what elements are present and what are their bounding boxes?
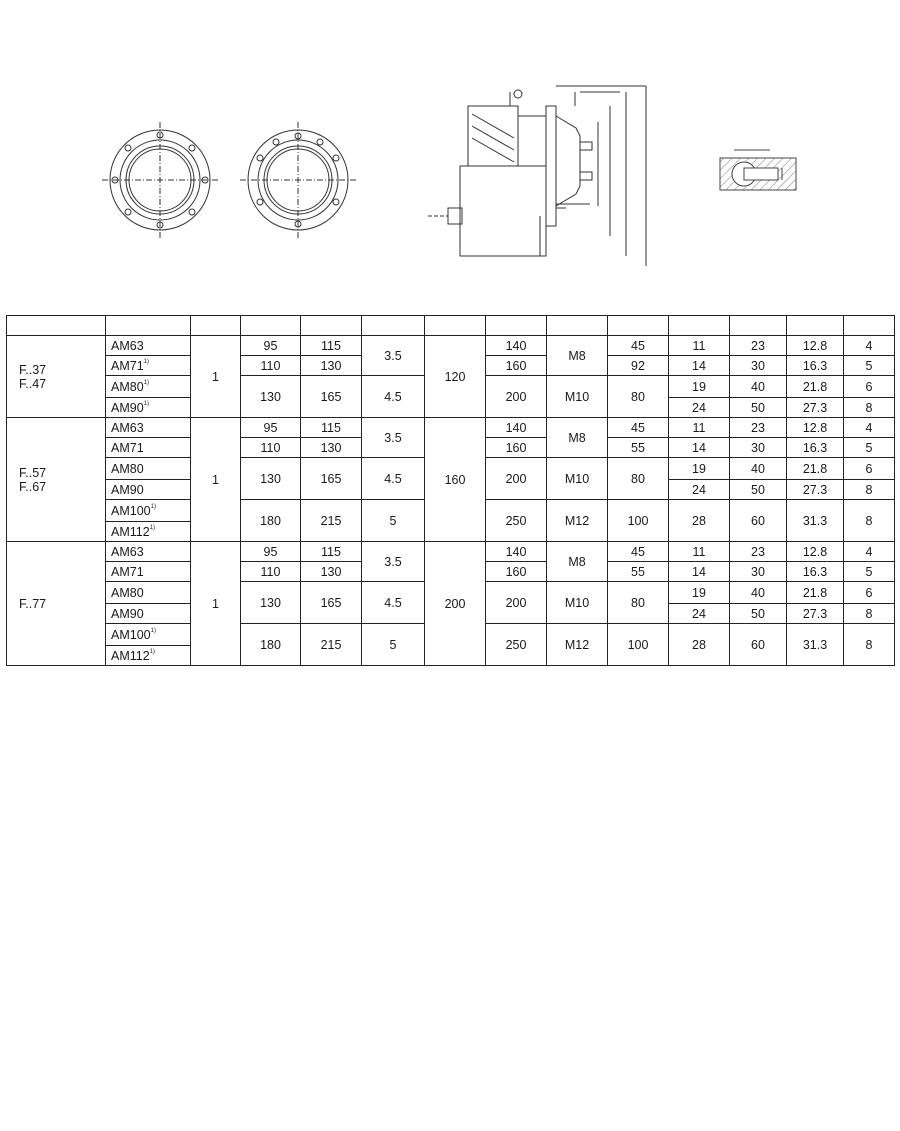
f-cell: 4.5 [362, 376, 425, 418]
u-cell: 8 [844, 604, 895, 624]
header-f [362, 316, 425, 336]
s-cell: M12 [547, 500, 608, 542]
footnote-mark: 1) [143, 400, 149, 407]
l1-cell: 23 [730, 336, 787, 356]
d-cell: 28 [669, 500, 730, 542]
motor-cell: AM90 [106, 480, 191, 500]
d-cell: 11 [669, 418, 730, 438]
e-cell: 130 [301, 438, 362, 458]
table-row [7, 418, 895, 438]
t-cell: 27.3 [787, 604, 844, 624]
l2-cell: 80 [608, 376, 669, 418]
t-cell: 16.3 [787, 356, 844, 376]
g-cell: 200 [486, 376, 547, 418]
motor-cell: AM63 [106, 542, 191, 562]
b-cell: 110 [241, 438, 301, 458]
t-cell: 16.3 [787, 438, 844, 458]
motor-cell: AM112$^{1)}$ [106, 646, 191, 666]
b-cell: 130 [241, 582, 301, 624]
header-u [844, 316, 895, 336]
header-model [7, 316, 106, 336]
d-cell: 19 [669, 458, 730, 480]
table-row [7, 542, 895, 562]
g-cell: 140 [486, 336, 547, 356]
l2-cell: 45 [608, 418, 669, 438]
motor-cell: AM90$^{1)}$ [106, 398, 191, 418]
g-cell: 250 [486, 500, 547, 542]
l1-cell: 40 [730, 458, 787, 480]
g-cell: 200 [486, 458, 547, 500]
g-cell: 250 [486, 624, 547, 666]
fig2-flange-drawing [238, 120, 358, 240]
e-cell: 115 [301, 542, 362, 562]
model-cell: F..57 F..67 [7, 418, 106, 542]
g-cell: 140 [486, 542, 547, 562]
t-cell: 21.8 [787, 376, 844, 398]
motor-cell: AM71 [106, 438, 191, 458]
header-e [301, 316, 362, 336]
e-cell: 215 [301, 500, 362, 542]
l1-cell: 30 [730, 356, 787, 376]
gearbox-side-drawing [420, 76, 660, 272]
s-cell: M8 [547, 336, 608, 376]
t-cell: 21.8 [787, 582, 844, 604]
s-cell: M10 [547, 458, 608, 500]
motor-cell: AM71 [106, 562, 191, 582]
u-cell: 5 [844, 562, 895, 582]
l1-cell: 30 [730, 438, 787, 458]
b-cell: 130 [241, 376, 301, 418]
l1-cell: 50 [730, 398, 787, 418]
u-cell: 4 [844, 418, 895, 438]
header-b [241, 316, 301, 336]
l2-cell: 80 [608, 582, 669, 624]
t-cell: 12.8 [787, 336, 844, 356]
l1-cell: 50 [730, 480, 787, 500]
a-cell: 160 [425, 418, 486, 542]
l2-cell: 45 [608, 336, 669, 356]
f-cell: 3.5 [362, 418, 425, 458]
l2-cell: 55 [608, 438, 669, 458]
header-g [486, 316, 547, 336]
motor-cell: AM63 [106, 418, 191, 438]
f-cell: 4.5 [362, 458, 425, 500]
header-a [425, 316, 486, 336]
f-cell: 3.5 [362, 542, 425, 582]
header-motor [106, 316, 191, 336]
header-l2 [608, 316, 669, 336]
l1-cell: 60 [730, 500, 787, 542]
f-cell: 4.5 [362, 582, 425, 624]
l2-cell: 55 [608, 562, 669, 582]
u-cell: 6 [844, 376, 895, 398]
e-cell: 115 [301, 418, 362, 438]
u-cell: 8 [844, 500, 895, 542]
motor-cell: AM80$^{1)}$ [106, 376, 191, 398]
footnote-mark: 1) [149, 524, 156, 531]
d-cell: 24 [669, 398, 730, 418]
d-cell: 11 [669, 542, 730, 562]
u-cell: 8 [844, 398, 895, 418]
header-s [547, 316, 608, 336]
g-cell: 200 [486, 582, 547, 624]
footnote-mark: 1) [143, 358, 149, 365]
s-cell: M8 [547, 418, 608, 458]
t-cell: 16.3 [787, 562, 844, 582]
t-cell: 27.3 [787, 480, 844, 500]
e-cell: 165 [301, 376, 362, 418]
l1-cell: 30 [730, 562, 787, 582]
fig-cell: 1 [191, 336, 241, 418]
d-cell: 24 [669, 604, 730, 624]
b-cell: 180 [241, 624, 301, 666]
u-cell: 6 [844, 458, 895, 480]
l1-cell: 50 [730, 604, 787, 624]
g-cell: 140 [486, 418, 547, 438]
footnote-mark: 1) [150, 503, 156, 510]
motor-cell: AM112$^{1)}$ [106, 522, 191, 542]
l1-cell: 60 [730, 624, 787, 666]
e-cell: 165 [301, 582, 362, 624]
b-cell: 95 [241, 336, 301, 356]
d-cell: 11 [669, 336, 730, 356]
u-cell: 6 [844, 582, 895, 604]
e-cell: 130 [301, 356, 362, 376]
e-cell: 130 [301, 562, 362, 582]
l1-cell: 23 [730, 418, 787, 438]
motor-cell: AM100$^{1)}$ [106, 624, 191, 646]
motor-cell: AM80 [106, 458, 191, 480]
t-cell: 12.8 [787, 542, 844, 562]
b-cell: 110 [241, 562, 301, 582]
u-cell: 4 [844, 336, 895, 356]
motor-cell: AM63 [106, 336, 191, 356]
g-cell: 160 [486, 562, 547, 582]
t-cell: 27.3 [787, 398, 844, 418]
l2-cell: 80 [608, 458, 669, 500]
f-cell: 5 [362, 500, 425, 542]
l1-cell: 40 [730, 376, 787, 398]
d-cell: 19 [669, 582, 730, 604]
t-cell: 21.8 [787, 458, 844, 480]
t-cell: 31.3 [787, 500, 844, 542]
b-cell: 180 [241, 500, 301, 542]
b-cell: 130 [241, 458, 301, 500]
l2-cell: 100 [608, 624, 669, 666]
d-cell: 14 [669, 438, 730, 458]
s-cell: M10 [547, 376, 608, 418]
s-cell: M12 [547, 624, 608, 666]
d-cell: 14 [669, 562, 730, 582]
u-cell: 8 [844, 480, 895, 500]
d-cell: 14 [669, 356, 730, 376]
s-cell: M10 [547, 582, 608, 624]
footnote-mark: 1) [143, 379, 149, 386]
s-cell: M8 [547, 542, 608, 582]
header-fig [191, 316, 241, 336]
f-cell: 3.5 [362, 336, 425, 376]
b-cell: 95 [241, 542, 301, 562]
e-cell: 165 [301, 458, 362, 500]
motor-cell: AM100$^{1)}$ [106, 500, 191, 522]
footnote-mark: 1) [149, 648, 156, 655]
e-cell: 215 [301, 624, 362, 666]
footnote-mark: 1) [150, 627, 156, 634]
table-row [7, 336, 895, 356]
table-body [7, 316, 895, 666]
u-cell: 8 [844, 624, 895, 666]
d-cell: 28 [669, 624, 730, 666]
u-cell: 5 [844, 438, 895, 458]
l2-cell: 92 [608, 356, 669, 376]
b-cell: 95 [241, 418, 301, 438]
header-l1 [730, 316, 787, 336]
u-cell: 5 [844, 356, 895, 376]
g-cell: 160 [486, 356, 547, 376]
f-cell: 5 [362, 624, 425, 666]
l2-cell: 45 [608, 542, 669, 562]
header-row [7, 316, 895, 336]
a-cell: 120 [425, 336, 486, 418]
t-cell: 12.8 [787, 418, 844, 438]
l1-cell: 40 [730, 582, 787, 604]
motor-cell: AM80 [106, 582, 191, 604]
t-cell: 31.3 [787, 624, 844, 666]
header-t [787, 316, 844, 336]
d-cell: 19 [669, 376, 730, 398]
header-d [669, 316, 730, 336]
motor-cell: AM71$^{1)}$ [106, 356, 191, 376]
b-cell: 110 [241, 356, 301, 376]
fig1-flange-drawing [100, 120, 220, 240]
a-cell: 200 [425, 542, 486, 666]
fig-cell: 1 [191, 542, 241, 666]
motor-cell: AM90 [106, 604, 191, 624]
keyway-drawing [716, 140, 806, 210]
fig-cell: 1 [191, 418, 241, 542]
d-cell: 24 [669, 480, 730, 500]
model-cell: F..77 [7, 542, 106, 666]
u-cell: 4 [844, 542, 895, 562]
e-cell: 115 [301, 336, 362, 356]
l1-cell: 23 [730, 542, 787, 562]
l2-cell: 100 [608, 500, 669, 542]
model-cell: F..37 F..47 [7, 336, 106, 418]
dimension-table [6, 315, 895, 666]
g-cell: 160 [486, 438, 547, 458]
